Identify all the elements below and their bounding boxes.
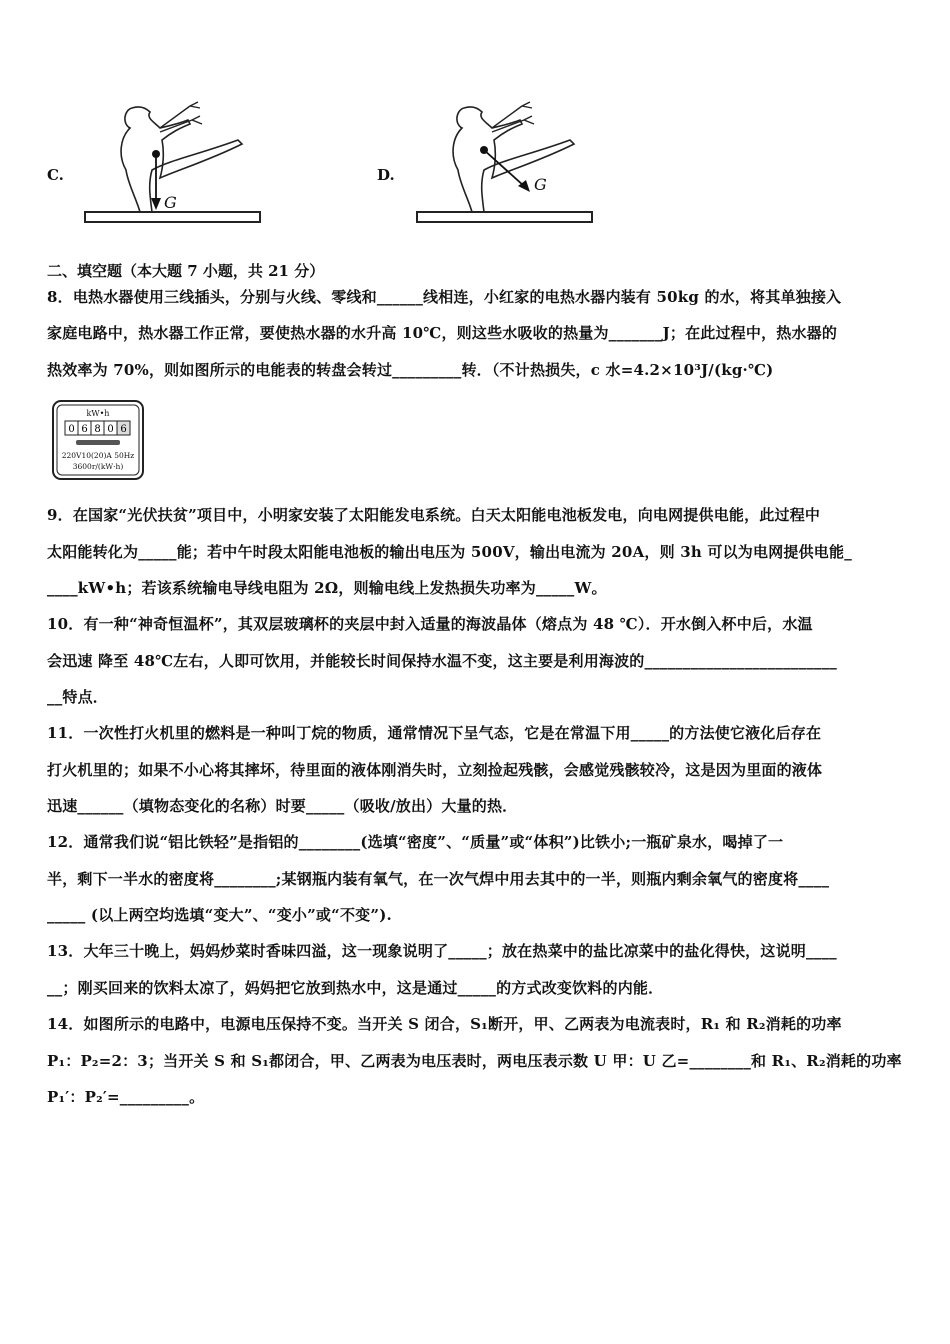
electric-meter-figure — [52, 400, 144, 480]
force-label-c: G — [164, 193, 177, 212]
q12-line-2: 半，剩下一半水的密度将________;某钢瓶内装有氧气，在一次气焊中用去其中的一半，则瓶内剩余氧气的密度将____ — [47, 870, 830, 888]
q8-line-1: 8．电热水器使用三线插头，分别与火线、零线和______线相连，小红家的电热水器内装有 50kg 的水，将其单独接入 — [47, 288, 842, 306]
q9-line-2: 太阳能转化为_____能；若中午时段太阳能电池板的输出电压为 500V，输出电流为 20A，则 3h 可以为电网提供电能_ — [47, 543, 852, 561]
q10-line-1: 10．有一种“神奇恒温杯”，其双层玻璃杯的夹层中封入适量的海波晶体（熔点为 48 ℃）．开水倒入杯中后，水温 — [47, 615, 813, 633]
meter-digit-4: 0 — [107, 424, 114, 435]
meter-digit-5: 6 — [120, 424, 127, 435]
gymnast-figure-c — [80, 98, 265, 226]
q10-line-3: __特点． — [47, 688, 109, 706]
q14-line-3: P₁′：P₂′=_________。 — [47, 1088, 205, 1106]
q12-line-3: _____ (以上两空均选填“变大”、“变小”或“不变”). — [47, 906, 392, 924]
meter-unit: kW•h — [86, 409, 110, 418]
meter-spec-2: 3600r/(kW·h) — [72, 462, 124, 471]
q10-line-2: 会迅速 降至 48℃左右，人即可饮用，并能较长时间保持水温不变，这主要是利用海波的_________________________ — [47, 652, 837, 670]
q12-line-1: 12．通常我们说“铝比铁轻”是指铝的________(选填“密度”、“质量”或“体积”)比铁小;一瓶矿泉水，喝掉了一 — [47, 833, 784, 851]
q11-line-2: 打火机里的；如果不小心将其摔坏，待里面的液体刚消失时，立刻捡起残骸，会感觉残骸较冷，这是因为里面的液体 — [47, 761, 823, 779]
q14-line-1: 14．如图所示的电路中，电源电压保持不变。当开关 S 闭合，S₁断开，甲、乙两表为电流表时，R₁ 和 R₂消耗的功率 — [47, 1015, 842, 1033]
force-label-d: G — [534, 175, 547, 194]
meter-digit-3: 8 — [94, 424, 101, 435]
meter-digit-1: 0 — [68, 424, 75, 435]
option-d-label: D. — [377, 166, 395, 184]
q9-line-1: 9．在国家“光伏扶贫”项目中，小明家安装了太阳能发电系统。白天太阳能电池板发电，向电网提供电能，此过程中 — [47, 506, 821, 524]
gymnast-figure-d — [412, 98, 597, 226]
q8-line-3: 热效率为 70%，则如图所示的电能表的转盘会转过_________转．（不计热损失，c 水=4.2×10³J/(kg·℃) — [47, 361, 774, 379]
meter-digit-2: 6 — [81, 424, 88, 435]
option-c-label: C. — [47, 166, 64, 184]
q9-line-3: ____kW•h；若该系统输电导线电阻为 2Ω，则输电线上发热损失功率为_____W。 — [47, 579, 607, 597]
q11-line-3: 迅速______（填物态变化的名称）时要_____（吸收/放出）大量的热． — [47, 797, 518, 815]
meter-spec-1: 220V10(20)A 50Hz — [61, 451, 135, 460]
q13-line-1: 13．大年三十晚上，妈妈炒菜时香味四溢，这一现象说明了_____；放在热菜中的盐比凉菜中的盐化得快，这说明____ — [47, 942, 837, 960]
q8-line-2: 家庭电路中，热水器工作正常，要使热水器的水升高 10℃，则这些水吸收的热量为_______J；在此过程中，热水器的 — [47, 324, 838, 342]
q14-line-2: P₁：P₂=2：3；当开关 S 和 S₁都闭合，甲、乙两表为电压表时，两电压表示数 U 甲：U 乙=________和 R₁、R₂消耗的功率 — [47, 1052, 902, 1070]
meter-disc — [76, 440, 120, 445]
q13-line-2: __；刚买回来的饮料太凉了，妈妈把它放到热水中，这是通过_____的方式改变饮料的内能． — [47, 979, 664, 997]
section-title: 二、填空题（本大题 7 小题，共 21 分） — [47, 262, 325, 280]
q11-line-1: 11．一次性打火机里的燃料是一种叫丁烷的物质，通常情况下呈气态，它是在常温下用_____的方法使它液化后存在 — [47, 724, 822, 742]
